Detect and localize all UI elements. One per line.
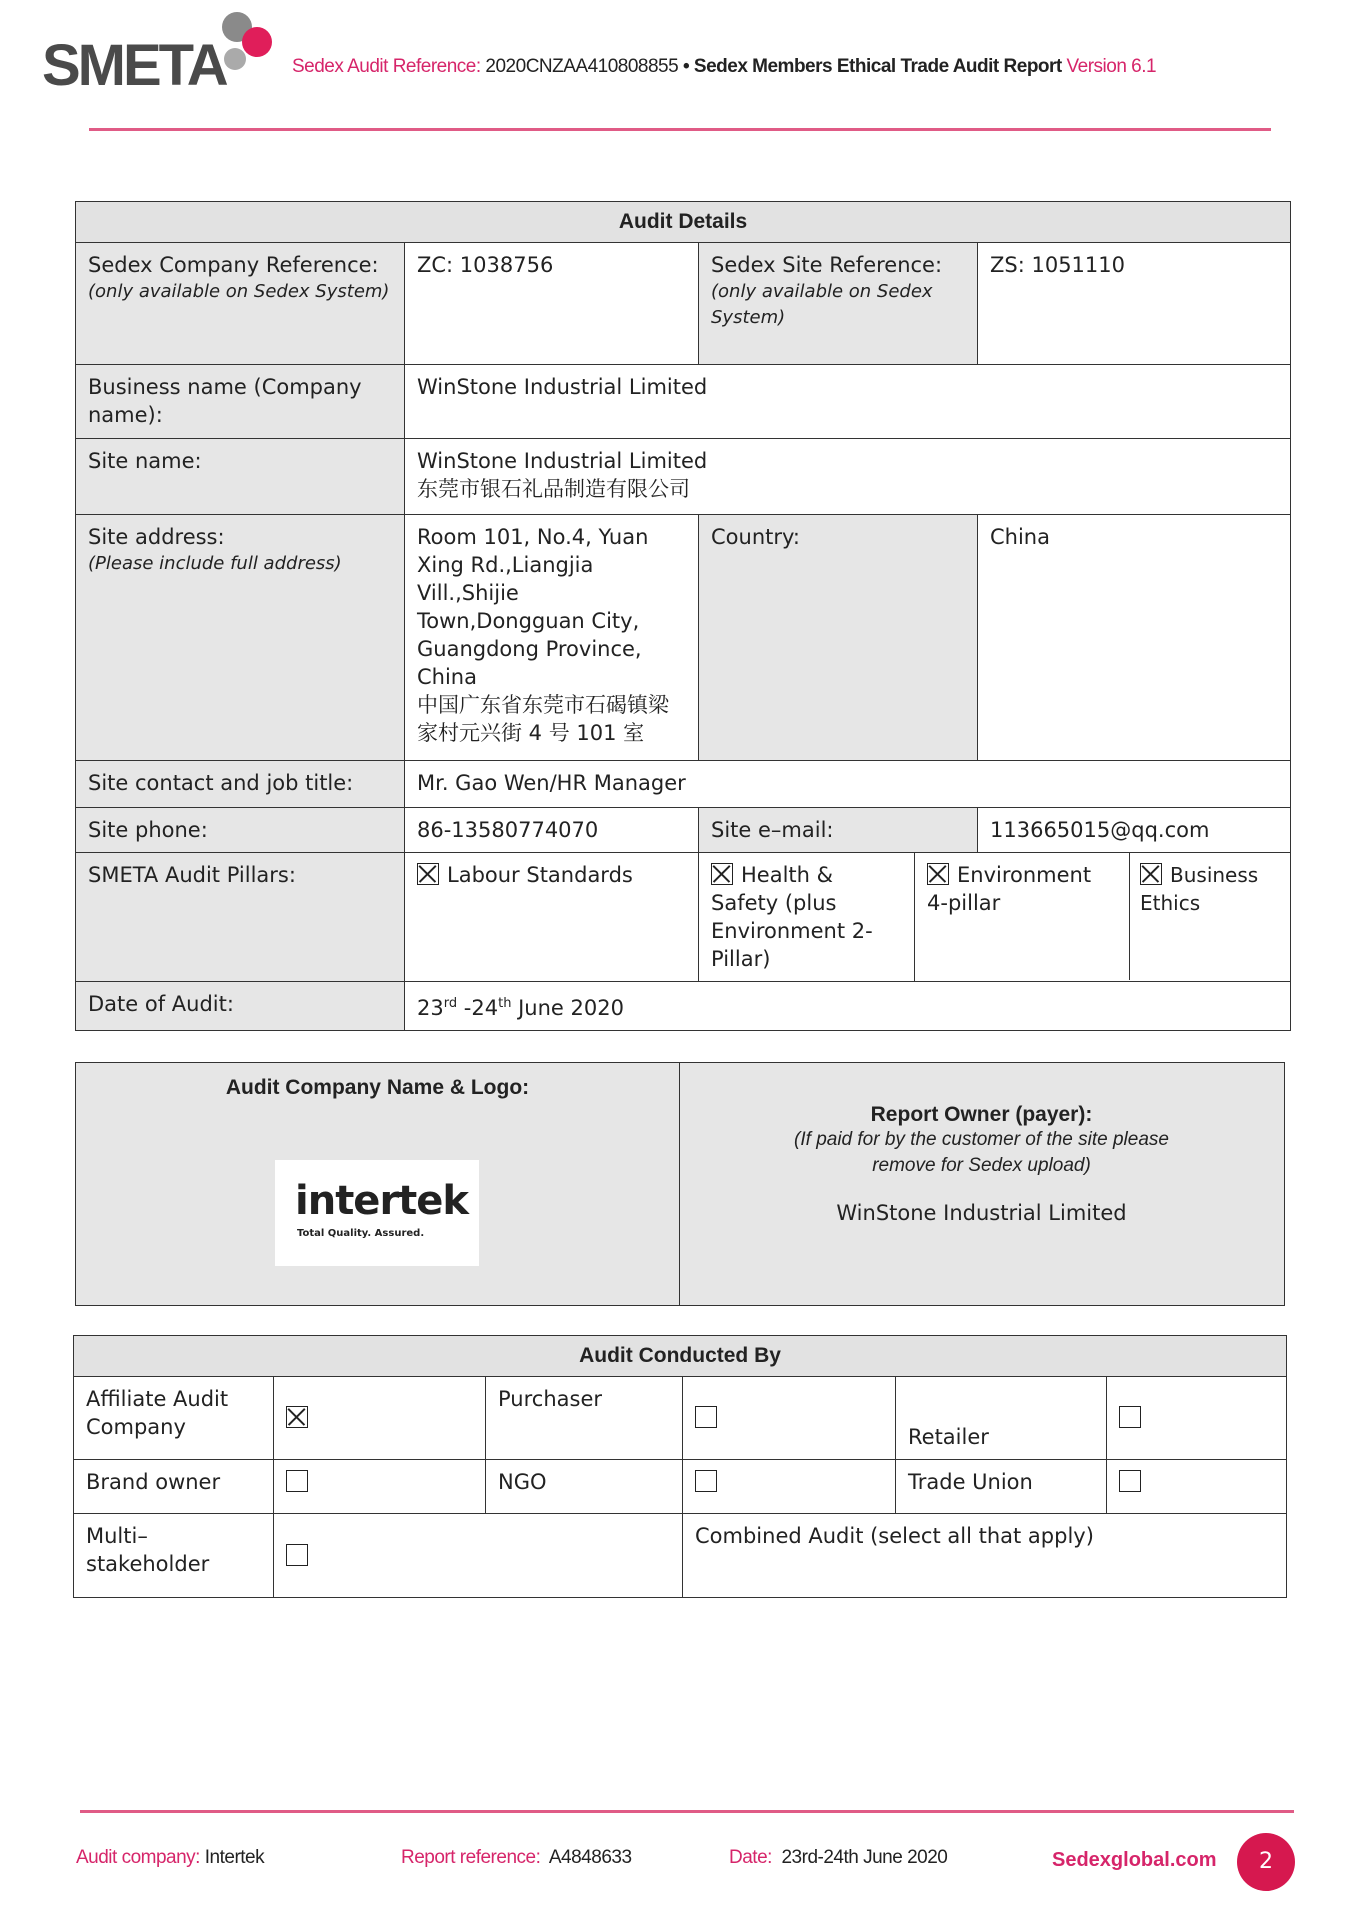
- audit-details-pillars-3-label: Business Ethics: [1140, 863, 1259, 915]
- checkbox-checked-icon: [927, 863, 949, 885]
- audit-details-email: 113665015@qq.com: [978, 808, 1291, 853]
- footer-ref: A4848633: [548, 1847, 632, 1868]
- audit-details-country-label: Country:: [699, 515, 978, 761]
- cell: [683, 1377, 896, 1460]
- audit-details-site-address: Room 101, No.4, Yuan Xing Rd.,Liangjia Vill.,Shijie Town,Dongguan City, Guangdong Province, China: [417, 525, 649, 689]
- cell: [915, 853, 1291, 982]
- conducted-purchaser: Purchaser: [486, 1377, 683, 1460]
- audit-details-site-name-label: Site name:: [76, 439, 405, 515]
- cell: [76, 761, 1291, 808]
- checkbox-affiliate[interactable]: [286, 1406, 308, 1428]
- cell: [915, 853, 1290, 980]
- audit-details-business-name-label: Business name (Company name):: [76, 365, 405, 439]
- checkbox-brand-owner[interactable]: [286, 1470, 308, 1492]
- conducted-brand-owner: Brand owner: [74, 1460, 274, 1514]
- footer-company: Intertek: [204, 1847, 265, 1868]
- conducted-title: Audit Conducted By: [74, 1336, 1287, 1377]
- audit-details-site-ref-label: Sedex Site Reference:: [711, 253, 943, 277]
- audit-conducted-table: [73, 1335, 1287, 1598]
- cell: [274, 1460, 486, 1514]
- audit-details-email-label: Site e–mail:: [699, 808, 978, 853]
- business-name: WinStone Industrial Limited: [405, 365, 1291, 439]
- cell: [76, 243, 1291, 365]
- checkbox-purchaser[interactable]: [695, 1406, 717, 1428]
- pillar-health-safety[interactable]: [699, 853, 915, 982]
- audit-details-site-ref-note: (only available on Sedex System): [711, 281, 933, 328]
- company-box-logo-tagline: Total Quality. Assured.: [297, 1228, 425, 1239]
- checkbox-checked-icon: [1140, 863, 1162, 885]
- section-title: Audit Details: [76, 202, 1291, 243]
- country: China: [978, 515, 1291, 761]
- audit-details-company-ref-note: (only available on Sedex System): [88, 281, 390, 302]
- conducted-multi: Multi–stakeholder: [74, 1514, 274, 1598]
- site-address: [405, 515, 699, 761]
- cell: [74, 1514, 1287, 1598]
- audit-details-pillars-0-label: Labour Standards: [447, 863, 633, 887]
- cell: [76, 515, 1291, 761]
- conducted-trade-union: Trade Union: [896, 1460, 1107, 1514]
- intertek-logo: [275, 1160, 479, 1266]
- cell: [274, 1377, 486, 1460]
- audit-details-date-d2: -24: [457, 996, 499, 1020]
- smeta-logo: [42, 12, 282, 98]
- audit-details-phone: 86-13580774070: [405, 808, 699, 853]
- audit-details-date-s1: rd: [443, 996, 458, 1011]
- audit-details-date-rest: June 2020: [511, 996, 624, 1020]
- cell: [74, 1336, 1287, 1377]
- page-number: 2: [1237, 1833, 1295, 1891]
- header-logo-text: SMETA: [42, 33, 226, 98]
- cell: [76, 515, 405, 761]
- cell: [74, 1460, 1287, 1514]
- conducted-retailer: Retailer: [896, 1377, 1107, 1460]
- cell: [683, 1460, 896, 1514]
- footer-date: [729, 1847, 947, 1869]
- conducted-combined: Combined Audit (select all that apply): [683, 1514, 1287, 1598]
- audit-details-phone-label: Site phone:: [76, 808, 405, 853]
- cell: [679, 1103, 1284, 1225]
- sedex-link[interactable]: Sedexglobal.com: [1052, 1849, 1217, 1871]
- version: Version 6.1: [1066, 56, 1157, 77]
- cell: [699, 243, 978, 365]
- cell: [274, 1514, 683, 1598]
- audit-details-date-label: Date of Audit:: [76, 982, 405, 1031]
- cell: [76, 439, 1291, 515]
- company-box-owner-title: Report Owner (payer):: [870, 1103, 1093, 1126]
- header-divider: [89, 128, 1271, 131]
- footer-ref: [401, 1847, 632, 1869]
- audit-date: [405, 982, 1291, 1031]
- checkbox-checked-icon: [417, 863, 439, 885]
- cell: [76, 365, 1291, 439]
- conducted-affiliate: Affiliate Audit Company: [74, 1377, 274, 1460]
- cell: [76, 808, 1291, 853]
- site-ref-value: ZS: 1051110: [978, 243, 1291, 365]
- checkbox-trade-union[interactable]: [1119, 1470, 1141, 1492]
- company-ref-value: ZC: 1038756: [405, 243, 699, 365]
- footer-date-label: Date:: [729, 1847, 772, 1868]
- audit-details-company-ref-label: Sedex Company Reference:: [88, 253, 379, 277]
- cell: [224, 48, 246, 70]
- cell: [76, 243, 405, 365]
- cell: [74, 1336, 1287, 1598]
- checkbox-ngo[interactable]: [695, 1470, 717, 1492]
- footer-divider: [80, 1810, 1294, 1813]
- checkbox-retailer[interactable]: [1119, 1406, 1141, 1428]
- audit-details-date-d1: 23: [417, 996, 444, 1020]
- footer-company-label: Audit company:: [76, 1847, 200, 1868]
- company-box-owner-note: (If paid for by the customer of the site please remove for Sedex upload): [794, 1129, 1169, 1176]
- cell: [1107, 1460, 1287, 1514]
- footer-ref-label: Report reference:: [401, 1847, 541, 1868]
- cell: [76, 202, 1291, 243]
- header-bullet: •: [682, 56, 690, 77]
- header-line: [292, 56, 1156, 78]
- pillar-labour[interactable]: [405, 853, 699, 982]
- audit-company-box: [75, 1062, 1285, 1306]
- footer-company: [76, 1847, 264, 1869]
- audit-details-site-address-note: (Please include full address): [88, 553, 342, 574]
- audit-details-pillars-2-label: Environment 4-pillar: [927, 863, 1092, 915]
- conducted-ngo: NGO: [486, 1460, 683, 1514]
- audit-details-pillars-label: SMETA Audit Pillars:: [76, 853, 405, 982]
- cell: [76, 202, 1291, 1031]
- report-title: Sedex Members Ethical Trade Audit Report: [693, 56, 1062, 77]
- checkbox-multi-stakeholder[interactable]: [286, 1544, 308, 1566]
- company-box-title: Audit Company Name & Logo:: [225, 1076, 530, 1099]
- cell: [76, 853, 1291, 982]
- audit-ref-label: Sedex Audit Reference:: [292, 56, 481, 77]
- audit-details-site-address-label: Site address:: [88, 525, 225, 549]
- footer-date: 23rd-24th June 2020: [781, 1847, 948, 1868]
- audit-details-pillars-1-label: Health & Safety (plus Environment 2-Pillar): [711, 863, 873, 971]
- audit-details-contact-label: Site contact and job title:: [76, 761, 405, 808]
- cell: [1107, 1377, 1287, 1460]
- audit-details-site-name-cn: 东莞市银石礼品制造有限公司: [417, 477, 690, 501]
- pillar-business-ethics[interactable]: [1130, 853, 1290, 980]
- audit-details-site-name: WinStone Industrial Limited: [417, 449, 708, 473]
- audit-details-contact: Mr. Gao Wen/HR Manager: [405, 761, 1291, 808]
- report-owner: WinStone Industrial Limited: [836, 1201, 1127, 1225]
- cell: [242, 27, 272, 57]
- pillar-environment[interactable]: [915, 853, 1130, 980]
- checkbox-checked-icon: [711, 863, 733, 885]
- cell: [76, 982, 1291, 1031]
- company-box-logo-text: intertek: [295, 1178, 469, 1224]
- cell: [74, 1377, 1287, 1460]
- cell: [405, 439, 1291, 515]
- audit-ref-value: 2020CNZAA410808855: [485, 56, 679, 77]
- audit-details-table: [75, 201, 1291, 1031]
- audit-details-date-s2: th: [498, 996, 512, 1011]
- audit-details-site-address-cn: 中国广东省东莞市石碣镇梁家村元兴街 4 号 101 室: [417, 693, 669, 745]
